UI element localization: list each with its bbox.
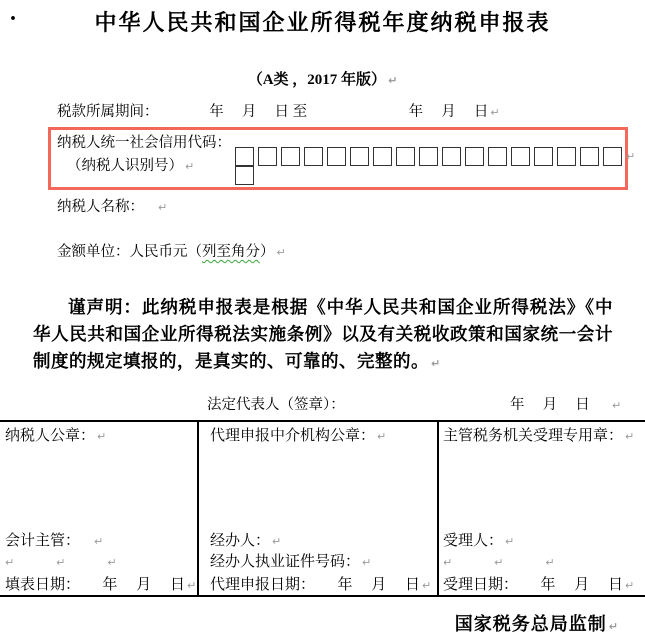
page-title: 中华人民共和国企业所得税年度纳税申报表 bbox=[94, 10, 551, 35]
agency-date-cell bbox=[210, 576, 431, 595]
paragraph-mark: ↵ bbox=[362, 556, 372, 569]
credit-code-box[interactable] bbox=[488, 147, 507, 166]
declaration-paragraph bbox=[33, 294, 613, 377]
agent-cert-cell bbox=[210, 553, 371, 572]
receive-date-label: 受理日期： 年 月 日 bbox=[443, 577, 624, 593]
credit-code-box[interactable] bbox=[235, 147, 254, 166]
paragraph-mark: ↵ bbox=[431, 357, 441, 370]
credit-code-box[interactable] bbox=[327, 147, 346, 166]
tax-authority-seal-label: 主管税务机关受理专用章： bbox=[443, 428, 624, 444]
agency-seal-label: 代理申报中介机构公章： bbox=[210, 428, 376, 444]
paragraph-mark: ↵ bbox=[97, 430, 107, 443]
table-divider bbox=[197, 422, 199, 595]
version-subtitle bbox=[0, 68, 645, 89]
agency-date-label: 代理申报日期： 年 月 日 bbox=[210, 577, 421, 593]
table-divider bbox=[437, 422, 439, 595]
credit-code-box[interactable] bbox=[258, 147, 277, 166]
paragraph-mark: ↵ bbox=[94, 535, 104, 548]
paragraph-mark: ↵ bbox=[276, 246, 286, 259]
credit-code-box[interactable] bbox=[419, 147, 438, 166]
paragraph-mark: ↵ bbox=[612, 399, 622, 412]
stray-dot: . bbox=[10, 0, 16, 26]
legal-rep-signature-label: 法定代表人（签章）： bbox=[207, 397, 345, 413]
stamp-table bbox=[0, 420, 645, 597]
credit-code-sublabel bbox=[67, 157, 194, 176]
paragraph-mark: ↵ bbox=[626, 150, 636, 163]
agent-label: 经办人： bbox=[210, 533, 271, 549]
agency-seal-cell bbox=[210, 427, 386, 446]
tax-authority-seal-cell bbox=[443, 427, 634, 446]
credit-code-box[interactable] bbox=[304, 147, 323, 166]
credit-code-box[interactable] bbox=[396, 147, 415, 166]
tax-period-text: 税款所属期间： 年 月 日 至 年 月 日 bbox=[57, 104, 489, 120]
fill-date-cell bbox=[5, 576, 196, 595]
accounting-manager-label: 会计主管： bbox=[5, 533, 81, 549]
paragraph-mark: ↵ bbox=[625, 430, 635, 443]
paragraph-mark: ↵ bbox=[388, 74, 398, 87]
credit-code-boxes bbox=[235, 147, 645, 165]
credit-code-box[interactable] bbox=[511, 147, 530, 166]
version-text: （A类 ，2017 年版） bbox=[247, 72, 387, 88]
paragraph-mark: ↵ bbox=[185, 160, 195, 173]
paragraph-mark: ↵ bbox=[377, 430, 387, 443]
paragraph-mark: ↵ bbox=[490, 106, 500, 119]
credit-code-sublabel-text: （纳税人识别号） bbox=[67, 158, 183, 174]
credit-code-box[interactable] bbox=[373, 147, 392, 166]
legal-rep-signature-date: 年 月 日 bbox=[510, 397, 590, 413]
agent-cell bbox=[210, 532, 281, 551]
credit-code-box[interactable] bbox=[557, 147, 576, 166]
credit-code-box[interactable] bbox=[580, 147, 599, 166]
credit-code-box[interactable] bbox=[603, 147, 622, 166]
receive-date-cell bbox=[443, 576, 634, 595]
footer-issuer-text: 国家税务总局监制 bbox=[454, 614, 607, 634]
taxpayer-seal-cell bbox=[5, 427, 106, 446]
credit-code-box[interactable] bbox=[350, 147, 369, 166]
tax-period-line bbox=[57, 103, 500, 122]
credit-code-label: 纳税人统一社会信用代码： bbox=[57, 135, 231, 151]
taxpayer-seal-label: 纳税人公章： bbox=[5, 428, 96, 444]
taxpayer-name-label bbox=[57, 198, 167, 217]
receiver-cell bbox=[443, 532, 514, 551]
credit-code-box[interactable] bbox=[235, 166, 254, 185]
amount-unit-suffix: ） bbox=[260, 244, 275, 260]
paragraph-mark: ↵ bbox=[272, 535, 282, 548]
amount-unit-prefix: 金额单位：人民币元（ bbox=[57, 244, 202, 260]
receiver-label: 受理人： bbox=[443, 533, 504, 549]
credit-code-box[interactable] bbox=[534, 147, 553, 166]
paragraph-mark: ↵ bbox=[505, 535, 515, 548]
paragraph-mark: ↵ bbox=[158, 201, 168, 214]
empty-paragraph-marks: ↵ ↵ ↵ bbox=[5, 556, 117, 569]
footer-issuer bbox=[455, 610, 619, 636]
empty-paragraph-marks: ↵ ↵ ↵ bbox=[443, 556, 555, 569]
agent-cert-label: 经办人执业证件号码： bbox=[210, 554, 361, 570]
accounting-manager-cell bbox=[5, 532, 103, 551]
credit-code-box[interactable] bbox=[281, 147, 300, 166]
fill-date-label: 填表日期： 年 月 日 bbox=[5, 577, 186, 593]
paragraph-mark: ↵ bbox=[625, 579, 635, 592]
credit-code-box[interactable] bbox=[465, 147, 484, 166]
paragraph-mark: ↵ bbox=[422, 579, 432, 592]
declaration-text: 谨声明：此纳税申报表是根据《中华人民共和国企业所得税法》《中华人民共和国企业所得税法实施条例》以及有关税收政策和国家统一会计制度的规定填报的，是真实的、可靠的、完整的。 bbox=[33, 297, 613, 371]
paragraph-mark: ↵ bbox=[608, 620, 619, 633]
paragraph-mark: ↵ bbox=[187, 579, 197, 592]
amount-unit-line bbox=[57, 243, 286, 262]
amount-unit-wavy-text: 列至角分 bbox=[202, 244, 260, 260]
taxpayer-name-text: 纳税人名称： bbox=[57, 199, 144, 215]
credit-code-box[interactable] bbox=[442, 147, 461, 166]
